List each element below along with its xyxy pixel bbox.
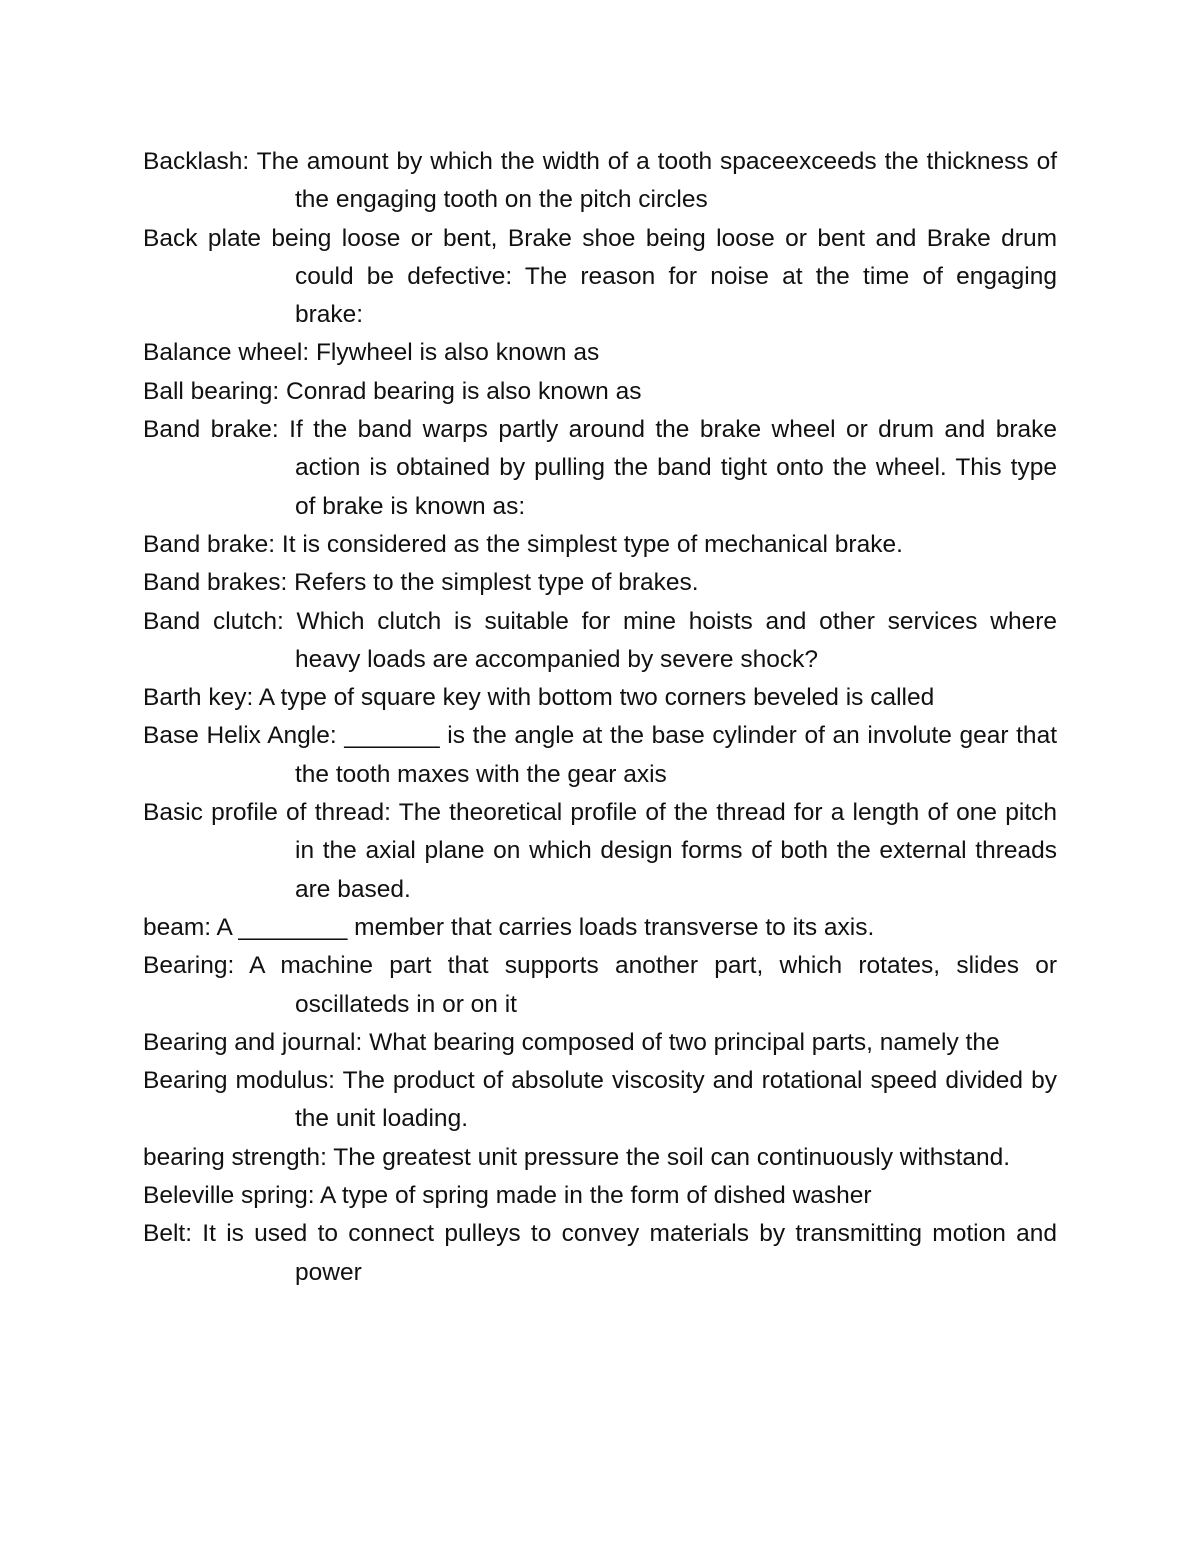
glossary-entry-band-brakes: Band brakes: Refers to the simplest type of brakes.: [143, 569, 699, 597]
glossary-entry-backlash: Backlash: The amount by which the width of a tooth spaceexceeds the thickness of the engaging tooth on the pitch circles: [143, 148, 1057, 214]
glossary-entry-bearing: Bearing: A machine part that supports another part, which rotates, slides or oscillateds in or on it: [143, 952, 1057, 1018]
glossary-entry-bearing-strength: bearing strength: The greatest unit pressure the soil can continuously withstand.: [143, 1143, 1011, 1171]
glossary-entry-ball-bearing: Ball bearing: Conrad bearing is also known as: [143, 377, 642, 405]
glossary-entry-band-clutch: Band clutch: Which clutch is suitable for mine hoists and other services where heavy loads are accompanied by severe shock?: [143, 607, 1057, 673]
glossary-entry-back-plate: Back plate being loose or bent, Brake shoe being loose or bent and Brake drum could be defective: The reason for noise at the time of engaging brake:: [143, 224, 1057, 329]
glossary-entry-bearing-and-journal: Bearing and journal: What bearing composed of two principal parts, namely the: [143, 1028, 1000, 1056]
glossary-entry-beleville-spring: Beleville spring: A type of spring made in the form of dished washer: [143, 1182, 872, 1210]
glossary-entry-base-helix-angle: Base Helix Angle: _______ is the angle at the base cylinder of an involute gear that the tooth maxes with the gear axis: [143, 722, 1057, 788]
glossary-entry-basic-profile-of-thread: Basic profile of thread: The theoretical profile of the thread for a length of one pitch in the axial plane on which design forms of both the external threads are based.: [143, 799, 1057, 903]
glossary-entry-balance-wheel: Balance wheel: Flywheel is also known as: [143, 339, 600, 367]
glossary-entry-band-brake-definition: Band brake: If the band warps partly around the brake wheel or drum and brake action is obtained by pulling the band tight onto the wheel. This type of brake is known as:: [143, 416, 1057, 520]
glossary-list: [143, 143, 1057, 1292]
glossary-entry-band-brake-simplest: Band brake: It is considered as the simplest type of mechanical brake.: [143, 530, 903, 558]
glossary-entry-barth-key: Barth key: A type of square key with bottom two corners beveled is called: [143, 684, 935, 712]
glossary-entry-belt: Belt: It is used to connect pulleys to convey materials by transmitting motion and power: [143, 1220, 1057, 1286]
glossary-entry-bearing-modulus: Bearing modulus: The product of absolute viscosity and rotational speed divided by the unit loading.: [143, 1067, 1057, 1133]
glossary-entry-beam: beam: A ________ member that carries loads transverse to its axis.: [143, 913, 875, 941]
